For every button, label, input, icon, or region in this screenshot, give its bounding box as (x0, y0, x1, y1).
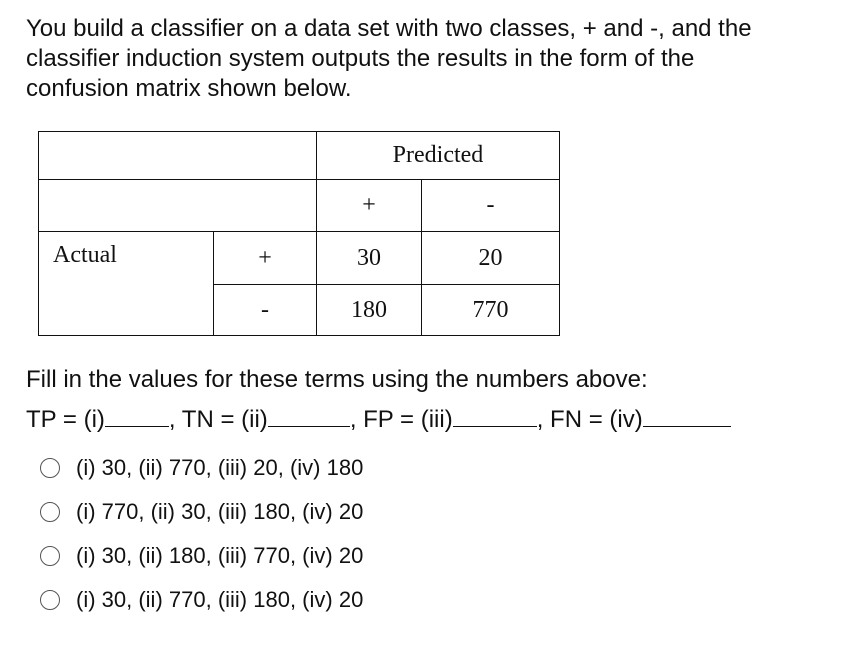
blank-fp (453, 404, 537, 427)
question-line-3: confusion matrix shown below. (26, 75, 352, 102)
question-line-1: You build a classifier on a data set with two classes, + and -, and the (26, 15, 752, 42)
question-line-2: classifier induction system outputs the results in the form of the (26, 45, 695, 72)
actual-minus-header: - (214, 285, 317, 336)
blank-fn (643, 404, 731, 427)
confusion-matrix (38, 131, 560, 336)
terms-line (26, 404, 731, 435)
matrix-corner-cell (39, 132, 317, 180)
predicted-plus-header: + (317, 180, 422, 232)
fill-prompt: Fill in the values for these terms using the numbers above: (26, 366, 648, 393)
term-fp: , FP = (iii) (349, 406, 453, 433)
predicted-minus-header: - (422, 180, 560, 232)
term-tn: , TN = (ii) (168, 406, 268, 433)
answer-option[interactable] (40, 446, 363, 490)
cell-actual-plus-predicted-minus: 20 (422, 232, 560, 285)
answer-option-label: (i) 770, (ii) 30, (iii) 180, (iv) 20 (76, 499, 364, 524)
radio-button-icon[interactable] (40, 502, 60, 522)
actual-label: Actual (39, 232, 214, 336)
blank-tn (268, 404, 350, 427)
actual-plus-header: + (214, 232, 317, 285)
answer-option-label: (i) 30, (ii) 180, (iii) 770, (iv) 20 (76, 543, 364, 568)
cell-actual-plus-predicted-plus: 30 (317, 232, 422, 285)
matrix-corner-cell-lower (39, 180, 317, 232)
answer-option-label: (i) 30, (ii) 770, (iii) 180, (iv) 20 (76, 587, 364, 612)
term-fn: , FN = (iv) (536, 406, 643, 433)
answer-option[interactable] (40, 578, 363, 622)
answer-option-label: (i) 30, (ii) 770, (iii) 20, (iv) 180 (76, 455, 364, 480)
cell-actual-minus-predicted-minus: 770 (422, 285, 560, 336)
question-text (26, 14, 838, 104)
answer-option[interactable] (40, 490, 363, 534)
answer-options (40, 446, 363, 622)
term-tp: TP = (i) (26, 406, 105, 433)
cell-actual-minus-predicted-plus: 180 (317, 285, 422, 336)
radio-button-icon[interactable] (40, 590, 60, 610)
answer-option[interactable] (40, 534, 363, 578)
radio-button-icon[interactable] (40, 546, 60, 566)
predicted-header: Predicted (317, 132, 560, 180)
blank-tp (105, 404, 169, 427)
radio-button-icon[interactable] (40, 458, 60, 478)
